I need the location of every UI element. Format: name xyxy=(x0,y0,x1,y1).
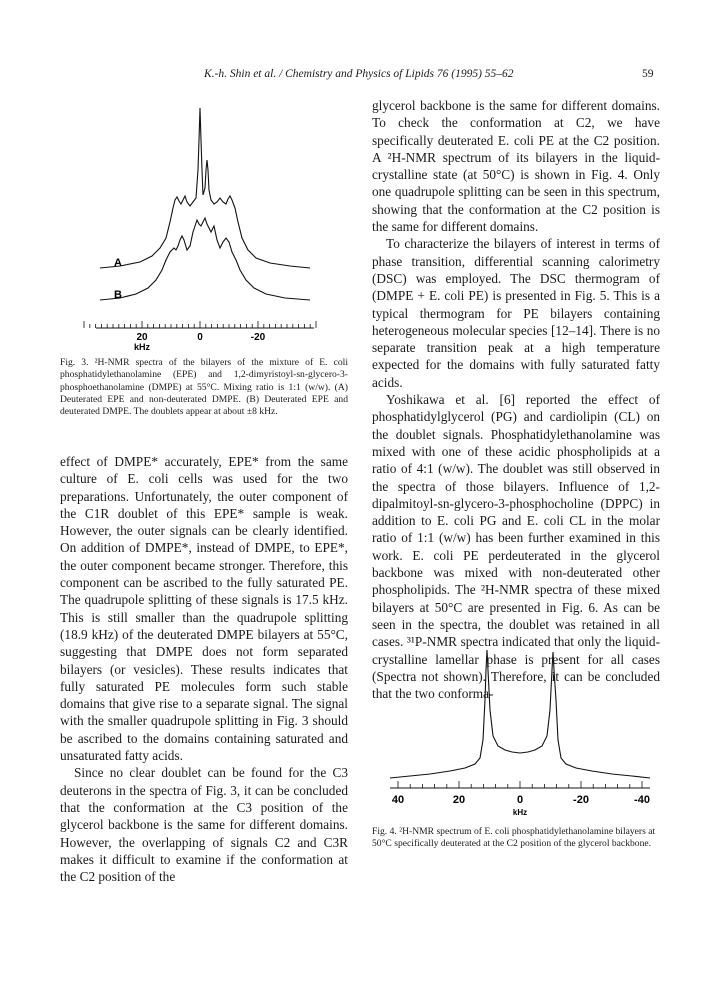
left-column xyxy=(60,453,348,885)
figure-3-ticks xyxy=(84,321,316,328)
figure-3-axis-unit: kHz xyxy=(133,342,151,350)
page-number: 59 xyxy=(642,68,654,80)
panel-a-label: A xyxy=(114,257,122,269)
figure-4-axis-unit: kHz xyxy=(512,808,528,817)
figure-4-tick-label: 40 xyxy=(391,794,405,806)
paragraph: effect of DMPE* accurately, EPE* from the same culture of E. coli cells was used for the two preparations. Unfortunately, the outer component of the C1R doublet of this EPE* sample is weak. However, the outer signals can be clearly identified. On addition of DMPE*, instead of DMPE, to EPE*, the outer component became stronger. Therefore, this component can be ascribed to the fully saturated PE. The quadrupole splitting of these signals is 17.5 kHz. This is still smaller than the quadrupole splitting (18.9 kHz) of the deuterated DMPE bilayers at 55°C, suggesting that DMPE does not form separated bilayers (or vesicles). These results indicates that fully saturated PE molecules form such stable domains that give rise to a separate signal. The signal with the smaller quadrupole splitting in Fig. 3 should be ascribed to the domains containing saturated and unsaturated fatty acids. xyxy=(60,454,348,764)
paragraph: Yoshikawa et al. [6] reported the effect of phosphatidylglycerol (PG) and cardiolipin (CL) on the doublet signals. Phosphatidylethanolamine was mixed with one of these acidic phospholipids at a ratio of 4:1 (w/w). The doublet was still observed in the spectra of those bilayers. Influence of 1,2-dipalmitoyl-sn-glycero-3-phosphocholine (DPPC) in addition to E. coli PG and E. coli CL in the molar ratio of 1:1 (w/w) has been further examined in this work. E. coli PE perdeuterated in the glycerol backbone was mixed with non-deuterated other phospholipids. The ²H-NMR spectra of these mixed bilayers at 50°C are presented in Fig. 6. As can be seen in the spectra, the doublet was retained in all cases. ³¹P-NMR spectra indicated that only the liquid-crystalline lamellar phase is present for all cases (Spectra not shown). Therefore, it can be concluded that the two conforma- xyxy=(372,392,660,702)
figure-4-spectrum xyxy=(380,640,660,820)
running-header xyxy=(0,68,720,86)
paragraph: Since no clear doublet can be found for the C3 deuterons in the spectra of Fig. 3, it can be concluded that the conformation at the C3 position of the glycerol backbone is the same for different domains. However, the overlapping of signals C2 and C3R makes it difficult to examine if the conformation at the C2 position of the xyxy=(60,765,348,885)
right-column xyxy=(372,97,660,702)
figure-3-caption: Fig. 3. ²H-NMR spectra of the bilayers of the mixture of E. coli phosphatidylethanolamine (EPE) and 1,2-dimyristoyl-sn-glycero-3-phosphoethanolamine (DMPE) at 55°C. Mixing ratio is 1:1 (w/w). (A) Deuterated EPE and non-deuterated DMPE. (B) Deuterated EPE and deuterated DMPE. The doublets appear at about ±8 kHz. xyxy=(60,357,348,418)
figure-4-tick-label: -40 xyxy=(634,794,650,806)
spectrum-b-trace xyxy=(100,218,310,300)
paragraph: glycerol backbone is the same for different domains. To check the conformation at C2, we have specifically deuterated E. coli PE at the C2 position. A ²H-NMR spectrum of its bilayers in the liquid-crystalline state (at 50°C) is shown in Fig. 4. Only one quadrupole splitting can be seen in this spectrum, showing that the conformation at the C2 position is the same for different domains. xyxy=(372,98,660,235)
paragraph: To characterize the bilayers of interest in terms of phase transition, differential scanning calorimetry (DSC) was employed. The DSC thermogram of (DMPE + E. coli PE) is presented in Fig. 5. This is a typical thermogram for PE bilayers containing heterogeneous molecular species [12–14]. There is no separate transition peak at a high temperature expected for the domains with fully saturated fatty acids. xyxy=(372,236,660,390)
figure-4 xyxy=(380,640,660,820)
figure-3-spectra xyxy=(80,100,340,350)
figure-4-ticks xyxy=(398,781,642,788)
running-title: K.-h. Shin et al. / Chemistry and Physics of Lipids 76 (1995) 55–62 xyxy=(204,68,514,80)
figure-3-tick-label: 0 xyxy=(197,332,203,343)
spectrum-trace xyxy=(390,650,650,778)
figure-4-tick-label: 20 xyxy=(452,794,466,806)
figure-4-tick-label: -20 xyxy=(573,794,589,806)
figure-4-tick-label: 0 xyxy=(516,794,524,806)
figure-3-tick-label: -20 xyxy=(250,332,266,343)
figure-3-tick-label: 20 xyxy=(136,332,148,343)
figure-4-caption: Fig. 4. ²H-NMR spectrum of E. coli phosphatidylethanolamine bilayers at 50°C specifically deuterated at the C2 position of the glycerol backbone. xyxy=(372,826,656,850)
spectrum-a-trace xyxy=(100,108,310,268)
panel-b-label: B xyxy=(114,289,122,301)
figure-3 xyxy=(80,100,340,350)
